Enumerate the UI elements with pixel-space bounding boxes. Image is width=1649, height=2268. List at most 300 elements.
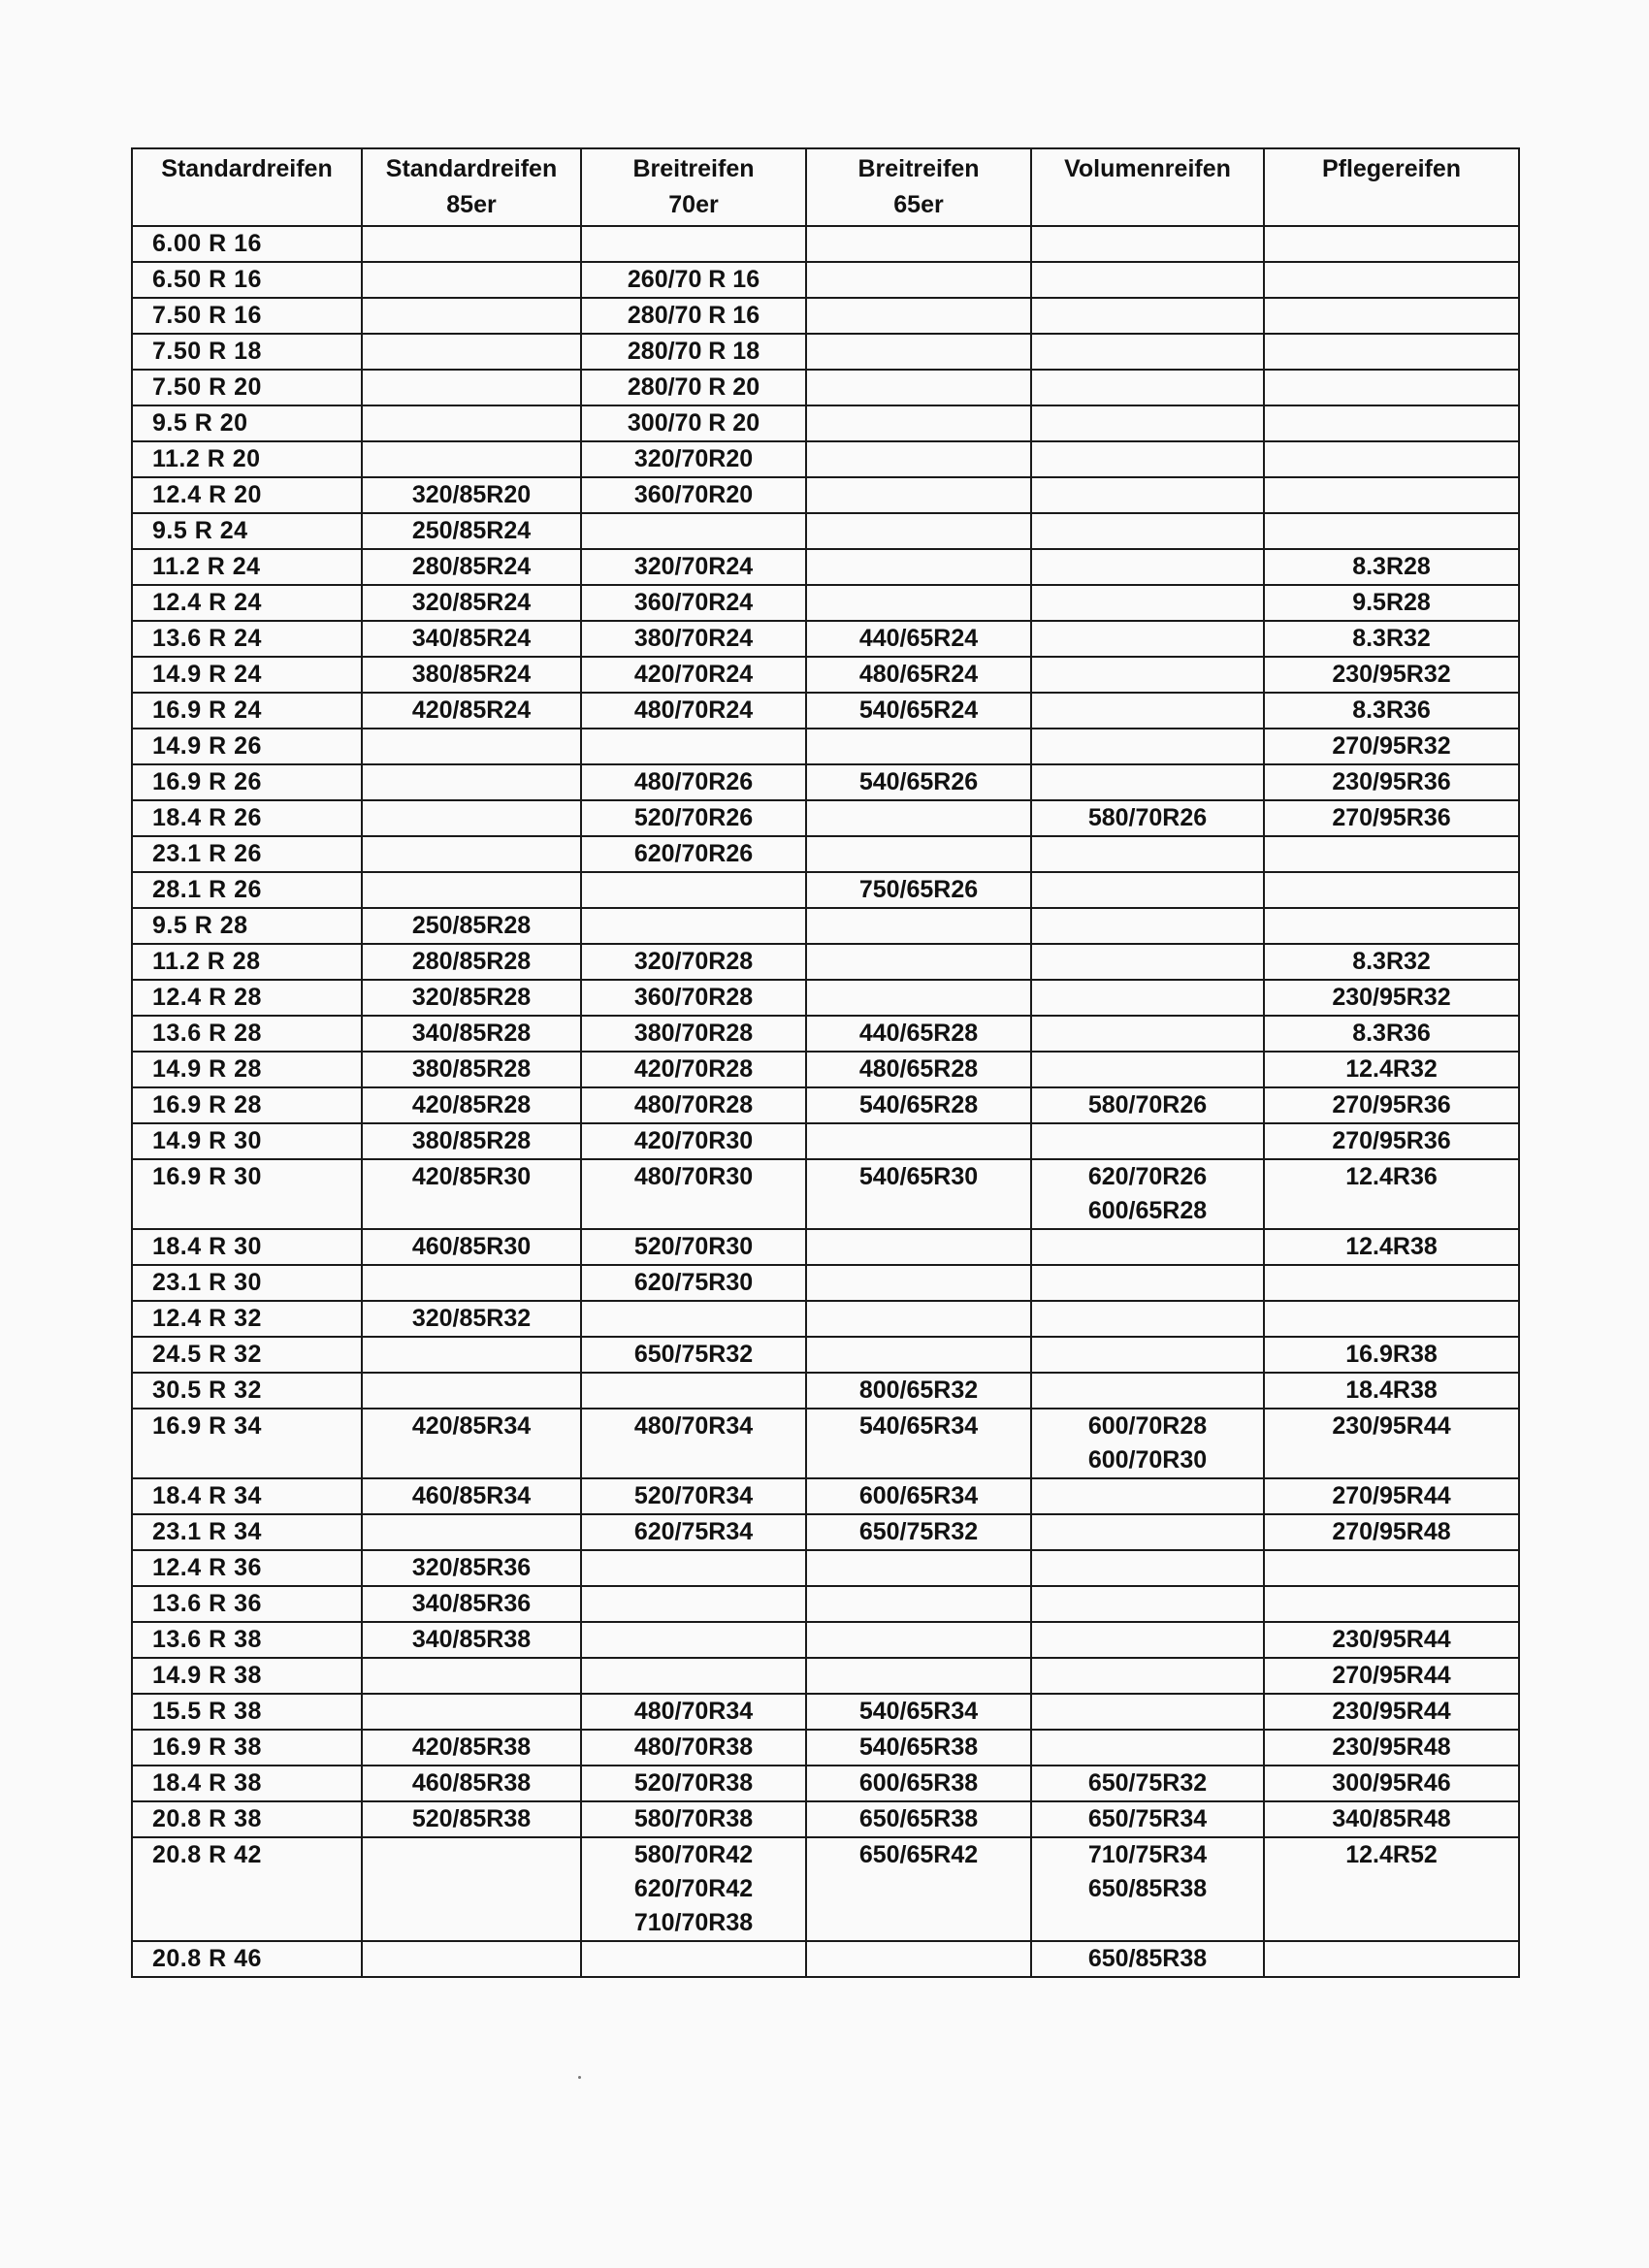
cell-standard: 18.4 R 34 [132, 1478, 362, 1514]
cell-pflege [1264, 908, 1519, 944]
table-row [132, 405, 1519, 441]
cell-pflege [1264, 262, 1519, 298]
cell-standard-85er [362, 1658, 581, 1694]
cell-volumen [1031, 836, 1264, 872]
cell-standard: 6.00 R 16 [132, 226, 362, 262]
cell-breit-70er: 260/70 R 16 [581, 262, 806, 298]
cell-volumen [1031, 1658, 1264, 1694]
cell-breit-70er: 480/70R38 [581, 1730, 806, 1766]
cell-breit-65er: 540/65R34 [806, 1694, 1031, 1730]
cell-line: 620/70R42 [633, 1875, 754, 1902]
header-breitreifen-65er [806, 148, 1031, 226]
cell-standard: 14.9 R 26 [132, 729, 362, 764]
cell-volumen [1031, 1337, 1264, 1373]
cell-pflege: 230/95R32 [1264, 657, 1519, 693]
header-line: 65er [893, 191, 944, 218]
cell-standard-85er: 340/85R24 [362, 621, 581, 657]
cell-breit-65er [806, 513, 1031, 549]
cell-standard-85er [362, 1265, 581, 1301]
cell-pflege: 270/95R36 [1264, 1087, 1519, 1123]
cell-standard: 13.6 R 38 [132, 1622, 362, 1658]
cell-standard: 11.2 R 20 [132, 441, 362, 477]
cell-standard: 14.9 R 30 [132, 1123, 362, 1159]
cell-breit-70er: 620/75R34 [581, 1514, 806, 1550]
cell-pflege [1264, 836, 1519, 872]
cell-breit-65er [806, 370, 1031, 405]
cell-volumen [1031, 944, 1264, 980]
cell-standard: 9.5 R 28 [132, 908, 362, 944]
cell-standard: 18.4 R 30 [132, 1229, 362, 1265]
cell-breit-70er: 420/70R28 [581, 1052, 806, 1087]
cell-volumen [1031, 872, 1264, 908]
cell-volumen [1031, 1586, 1264, 1622]
cell-standard-85er: 460/85R38 [362, 1766, 581, 1801]
cell-breit-65er: 650/75R32 [806, 1514, 1031, 1550]
cell-breit-70er [581, 226, 806, 262]
cell-volumen [1031, 693, 1264, 729]
cell-breit-65er: 600/65R34 [806, 1478, 1031, 1514]
cell-breit-65er [806, 334, 1031, 370]
cell-breit-70er: 280/70 R 16 [581, 298, 806, 334]
table-row [132, 477, 1519, 513]
cell-standard-85er: 320/85R20 [362, 477, 581, 513]
table-row [132, 1052, 1519, 1087]
cell-pflege: 270/95R44 [1264, 1658, 1519, 1694]
cell-breit-65er: 540/65R24 [806, 693, 1031, 729]
cell-volumen [1031, 1514, 1264, 1550]
cell-volumen [1031, 370, 1264, 405]
table-row [132, 1658, 1519, 1694]
cell-breit-65er [806, 585, 1031, 621]
cell-breit-65er [806, 1586, 1031, 1622]
table-row [132, 729, 1519, 764]
cell-standard-85er: 380/85R28 [362, 1052, 581, 1087]
cell-volumen [1031, 226, 1264, 262]
cell-pflege: 270/95R48 [1264, 1514, 1519, 1550]
table-body [132, 226, 1519, 1977]
cell-standard: 18.4 R 38 [132, 1766, 362, 1801]
cell-volumen [1031, 441, 1264, 477]
cell-breit-70er [581, 1373, 806, 1409]
cell-volumen [1031, 764, 1264, 800]
cell-pflege [1264, 477, 1519, 513]
cell-pflege: 230/95R36 [1264, 764, 1519, 800]
table-row [132, 1622, 1519, 1658]
cell-breit-70er: 480/70R24 [581, 693, 806, 729]
cell-standard-85er [362, 441, 581, 477]
cell-breit-65er [806, 1123, 1031, 1159]
cell-line: 600/70R28 [1087, 1412, 1208, 1440]
header-line: Breitreifen [857, 155, 980, 182]
header-line: Standardreifen [385, 155, 558, 182]
cell-standard: 14.9 R 38 [132, 1658, 362, 1694]
cell-breit-65er: 480/65R24 [806, 657, 1031, 693]
cell-standard-85er: 380/85R24 [362, 657, 581, 693]
cell-breit-70er: 620/70R26 [581, 836, 806, 872]
cell-volumen [1031, 621, 1264, 657]
cell-breit-65er: 540/65R28 [806, 1087, 1031, 1123]
header-line: Pflegereifen [1321, 155, 1462, 182]
cell-breit-70er: 320/70R20 [581, 441, 806, 477]
table-row [132, 441, 1519, 477]
table-row [132, 1941, 1519, 1977]
cell-pflege [1264, 334, 1519, 370]
cell-breit-65er [806, 262, 1031, 298]
cell-standard-85er: 320/85R32 [362, 1301, 581, 1337]
cell-standard: 9.5 R 20 [132, 405, 362, 441]
cell-volumen [1031, 657, 1264, 693]
cell-volumen [1031, 1550, 1264, 1586]
cell-standard: 12.4 R 24 [132, 585, 362, 621]
cell-standard-85er [362, 729, 581, 764]
cell-pflege: 270/95R36 [1264, 800, 1519, 836]
header-breitreifen-70er [581, 148, 806, 226]
cell-line: 650/85R38 [1087, 1875, 1208, 1902]
cell-volumen [1031, 1730, 1264, 1766]
table-header-row [132, 148, 1519, 226]
cell-breit-70er [581, 1622, 806, 1658]
cell-standard: 20.8 R 38 [132, 1801, 362, 1837]
cell-breit-65er [806, 1265, 1031, 1301]
cell-standard: 16.9 R 34 [132, 1409, 362, 1478]
table-row [132, 1373, 1519, 1409]
table-row [132, 1801, 1519, 1837]
cell-breit-65er: 750/65R26 [806, 872, 1031, 908]
cell-breit-70er: 300/70 R 20 [581, 405, 806, 441]
cell-breit-65er [806, 226, 1031, 262]
header-line: 70er [668, 191, 719, 218]
cell-breit-70er [581, 1941, 806, 1977]
cell-volumen [1031, 1301, 1264, 1337]
cell-pflege [1264, 872, 1519, 908]
cell-breit-65er: 540/65R34 [806, 1409, 1031, 1478]
cell-standard-85er: 280/85R24 [362, 549, 581, 585]
cell-standard-85er: 340/85R28 [362, 1016, 581, 1052]
cell-standard-85er [362, 872, 581, 908]
cell-standard: 7.50 R 20 [132, 370, 362, 405]
cell-volumen [1031, 549, 1264, 585]
cell-breit-70er: 520/70R38 [581, 1766, 806, 1801]
cell-breit-70er [581, 729, 806, 764]
cell-standard-85er [362, 1941, 581, 1977]
cell-pflege: 230/95R44 [1264, 1622, 1519, 1658]
table-row [132, 1123, 1519, 1159]
table-row [132, 1159, 1519, 1229]
cell-pflege [1264, 1586, 1519, 1622]
cell-standard: 12.4 R 28 [132, 980, 362, 1016]
cell-breit-70er [581, 1658, 806, 1694]
cell-standard-85er: 320/85R36 [362, 1550, 581, 1586]
header-pflegereifen [1264, 148, 1519, 226]
cell-breit-70er: 320/70R28 [581, 944, 806, 980]
cell-standard: 30.5 R 32 [132, 1373, 362, 1409]
table-row [132, 1229, 1519, 1265]
cell-standard: 20.8 R 46 [132, 1941, 362, 1977]
cell-breit-70er: 480/70R34 [581, 1694, 806, 1730]
cell-standard: 23.1 R 30 [132, 1265, 362, 1301]
cell-breit-65er [806, 800, 1031, 836]
cell-breit-65er [806, 1550, 1031, 1586]
header-standardreifen-85er [362, 148, 581, 226]
cell-pflege [1264, 513, 1519, 549]
cell-breit-70er: 420/70R24 [581, 657, 806, 693]
cell-breit-70er [581, 513, 806, 549]
cell-pflege: 8.3R32 [1264, 944, 1519, 980]
cell-breit-65er [806, 836, 1031, 872]
cell-standard-85er [362, 262, 581, 298]
cell-volumen [1031, 1052, 1264, 1087]
cell-pflege: 230/95R32 [1264, 980, 1519, 1016]
cell-standard-85er: 420/85R30 [362, 1159, 581, 1229]
cell-breit-70er: 480/70R34 [581, 1409, 806, 1478]
table-row [132, 1301, 1519, 1337]
header-line: Standardreifen [161, 155, 333, 182]
cell-standard: 18.4 R 26 [132, 800, 362, 836]
cell-line: 600/65R28 [1087, 1197, 1208, 1224]
cell-breit-70er: 320/70R24 [581, 549, 806, 585]
cell-breit-65er [806, 1658, 1031, 1694]
table-row [132, 549, 1519, 585]
table-row [132, 1586, 1519, 1622]
cell-standard: 24.5 R 32 [132, 1337, 362, 1373]
cell-standard: 23.1 R 34 [132, 1514, 362, 1550]
table-row [132, 262, 1519, 298]
cell-breit-70er: 520/70R26 [581, 800, 806, 836]
cell-breit-65er [806, 944, 1031, 980]
cell-volumen: 650/75R34 [1031, 1801, 1264, 1837]
cell-pflege: 8.3R36 [1264, 693, 1519, 729]
cell-standard-85er: 460/85R34 [362, 1478, 581, 1514]
cell-line: 620/70R26 [1087, 1163, 1208, 1190]
table-row [132, 1730, 1519, 1766]
cell-volumen [1031, 298, 1264, 334]
cell-standard: 20.8 R 42 [132, 1837, 362, 1941]
scan-speck [578, 2076, 581, 2079]
cell-standard: 16.9 R 28 [132, 1087, 362, 1123]
cell-standard: 14.9 R 28 [132, 1052, 362, 1087]
cell-standard: 7.50 R 18 [132, 334, 362, 370]
cell-standard: 14.9 R 24 [132, 657, 362, 693]
cell-volumen [1031, 980, 1264, 1016]
cell-pflege: 12.4R38 [1264, 1229, 1519, 1265]
cell-volumen [1031, 262, 1264, 298]
cell-breit-70er: 650/75R32 [581, 1337, 806, 1373]
cell-breit-65er: 540/65R26 [806, 764, 1031, 800]
cell-standard: 12.4 R 32 [132, 1301, 362, 1337]
cell-breit-70er: 580/70R38 [581, 1801, 806, 1837]
cell-volumen [1031, 334, 1264, 370]
cell-pflege [1264, 370, 1519, 405]
table-row [132, 944, 1519, 980]
table-row [132, 370, 1519, 405]
cell-standard: 16.9 R 38 [132, 1730, 362, 1766]
table-row [132, 693, 1519, 729]
cell-breit-70er: 480/70R30 [581, 1159, 806, 1229]
cell-pflege [1264, 1301, 1519, 1337]
cell-volumen [1031, 1229, 1264, 1265]
cell-standard: 7.50 R 16 [132, 298, 362, 334]
cell-volumen [1031, 1373, 1264, 1409]
cell-breit-65er [806, 1229, 1031, 1265]
cell-standard-85er [362, 226, 581, 262]
cell-breit-65er [806, 908, 1031, 944]
cell-volumen [1031, 1622, 1264, 1658]
cell-breit-70er [581, 908, 806, 944]
cell-breit-65er: 600/65R38 [806, 1766, 1031, 1801]
cell-standard-85er [362, 800, 581, 836]
cell-volumen: 650/85R38 [1031, 1941, 1264, 1977]
cell-breit-70er: 380/70R28 [581, 1016, 806, 1052]
table-row [132, 513, 1519, 549]
cell-pflege [1264, 1941, 1519, 1977]
cell-pflege: 230/95R48 [1264, 1730, 1519, 1766]
cell-breit-65er [806, 980, 1031, 1016]
cell-breit-70er [581, 1837, 806, 1941]
cell-pflege: 12.4R32 [1264, 1052, 1519, 1087]
cell-breit-70er: 360/70R20 [581, 477, 806, 513]
cell-standard-85er: 420/85R24 [362, 693, 581, 729]
table-row [132, 585, 1519, 621]
cell-pflege [1264, 226, 1519, 262]
cell-breit-70er: 360/70R28 [581, 980, 806, 1016]
header-line: Volumenreifen [1064, 155, 1231, 182]
table-row [132, 1265, 1519, 1301]
cell-volumen [1031, 1694, 1264, 1730]
cell-breit-65er [806, 729, 1031, 764]
cell-breit-65er [806, 1622, 1031, 1658]
cell-standard-85er: 420/85R28 [362, 1087, 581, 1123]
cell-volumen [1031, 1159, 1264, 1229]
cell-standard-85er [362, 298, 581, 334]
cell-breit-65er [806, 477, 1031, 513]
cell-pflege: 340/85R48 [1264, 1801, 1519, 1837]
cell-breit-70er [581, 1586, 806, 1622]
cell-breit-70er: 520/70R30 [581, 1229, 806, 1265]
cell-pflege: 270/95R32 [1264, 729, 1519, 764]
cell-line: 710/70R38 [633, 1909, 754, 1936]
cell-standard: 15.5 R 38 [132, 1694, 362, 1730]
cell-standard-85er [362, 836, 581, 872]
table-row [132, 1694, 1519, 1730]
table-row [132, 226, 1519, 262]
table-row [132, 298, 1519, 334]
cell-line: 580/70R42 [633, 1841, 754, 1868]
table-row [132, 334, 1519, 370]
header-line: Breitreifen [632, 155, 755, 182]
cell-breit-65er [806, 549, 1031, 585]
cell-standard-85er [362, 764, 581, 800]
cell-breit-70er: 520/70R34 [581, 1478, 806, 1514]
cell-standard: 13.6 R 28 [132, 1016, 362, 1052]
cell-standard-85er: 250/85R28 [362, 908, 581, 944]
cell-breit-65er: 440/65R24 [806, 621, 1031, 657]
cell-breit-65er [806, 1301, 1031, 1337]
cell-breit-70er: 360/70R24 [581, 585, 806, 621]
cell-pflege: 8.3R36 [1264, 1016, 1519, 1052]
header-line: 85er [446, 191, 497, 218]
cell-volumen: 580/70R26 [1031, 800, 1264, 836]
table-row [132, 908, 1519, 944]
cell-volumen [1031, 1123, 1264, 1159]
cell-standard-85er [362, 370, 581, 405]
table-row [132, 980, 1519, 1016]
cell-pflege: 300/95R46 [1264, 1766, 1519, 1801]
cell-standard: 9.5 R 24 [132, 513, 362, 549]
cell-breit-65er [806, 1337, 1031, 1373]
cell-standard-85er [362, 405, 581, 441]
table-row [132, 836, 1519, 872]
cell-breit-65er [806, 405, 1031, 441]
tire-size-table-container [131, 147, 1518, 1978]
table-row [132, 800, 1519, 836]
cell-standard-85er [362, 1373, 581, 1409]
cell-volumen [1031, 585, 1264, 621]
table-row [132, 1016, 1519, 1052]
cell-standard-85er: 420/85R38 [362, 1730, 581, 1766]
cell-breit-70er: 620/75R30 [581, 1265, 806, 1301]
cell-standard-85er: 520/85R38 [362, 1801, 581, 1837]
cell-standard: 11.2 R 28 [132, 944, 362, 980]
cell-breit-65er: 650/65R42 [806, 1837, 1031, 1941]
cell-volumen [1031, 477, 1264, 513]
table-row [132, 764, 1519, 800]
cell-volumen: 650/75R32 [1031, 1766, 1264, 1801]
table-row [132, 1550, 1519, 1586]
table-row [132, 1837, 1519, 1941]
cell-volumen [1031, 1409, 1264, 1478]
cell-breit-70er: 480/70R28 [581, 1087, 806, 1123]
table-row [132, 1478, 1519, 1514]
cell-breit-65er: 650/65R38 [806, 1801, 1031, 1837]
cell-standard-85er [362, 1694, 581, 1730]
cell-standard-85er: 320/85R24 [362, 585, 581, 621]
cell-standard: 13.6 R 24 [132, 621, 362, 657]
table-row [132, 1766, 1519, 1801]
cell-breit-65er [806, 441, 1031, 477]
cell-standard-85er [362, 1514, 581, 1550]
cell-pflege: 230/95R44 [1264, 1409, 1519, 1478]
cell-volumen [1031, 513, 1264, 549]
cell-standard-85er: 340/85R36 [362, 1586, 581, 1622]
header-standardreifen [132, 148, 362, 226]
cell-pflege [1264, 405, 1519, 441]
cell-breit-70er: 480/70R26 [581, 764, 806, 800]
cell-pflege: 16.9R38 [1264, 1337, 1519, 1373]
cell-standard: 28.1 R 26 [132, 872, 362, 908]
tire-size-table [131, 147, 1520, 1978]
cell-pflege [1264, 298, 1519, 334]
cell-volumen [1031, 908, 1264, 944]
cell-line: 600/70R30 [1087, 1446, 1208, 1474]
cell-standard: 6.50 R 16 [132, 262, 362, 298]
table-row [132, 872, 1519, 908]
cell-line: 710/75R34 [1087, 1841, 1208, 1868]
cell-standard-85er: 250/85R24 [362, 513, 581, 549]
cell-volumen [1031, 1016, 1264, 1052]
cell-volumen: 580/70R26 [1031, 1087, 1264, 1123]
cell-pflege [1264, 1265, 1519, 1301]
header-volumenreifen [1031, 148, 1264, 226]
cell-volumen [1031, 1837, 1264, 1941]
cell-pflege [1264, 441, 1519, 477]
cell-breit-70er [581, 872, 806, 908]
cell-breit-70er: 280/70 R 18 [581, 334, 806, 370]
cell-pflege: 230/95R44 [1264, 1694, 1519, 1730]
cell-standard-85er: 380/85R28 [362, 1123, 581, 1159]
cell-volumen [1031, 405, 1264, 441]
cell-breit-65er [806, 1941, 1031, 1977]
cell-volumen [1031, 1478, 1264, 1514]
